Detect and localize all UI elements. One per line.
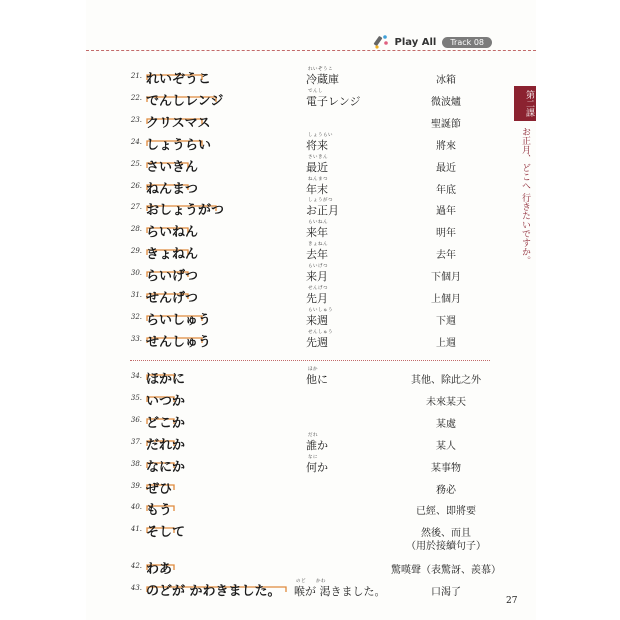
- vocab-row: [86, 366, 536, 388]
- row-number: 28.: [130, 225, 142, 234]
- kanji-word: 最近: [306, 160, 328, 174]
- kanji-word: 先月: [306, 292, 328, 305]
- vocab-row: [86, 578, 536, 600]
- furigana: しょうがつ: [308, 198, 333, 204]
- vocab-row: [86, 154, 536, 176]
- row-number: 21.: [130, 72, 142, 80]
- vocab-row: [86, 263, 536, 285]
- row-number: 26.: [130, 181, 142, 190]
- row-number: 27.: [130, 203, 142, 212]
- furigana: なに: [308, 454, 318, 460]
- kana-word: そして: [146, 525, 186, 541]
- kana-word: せんしゅう: [146, 334, 212, 350]
- row-number: 41.: [130, 525, 142, 534]
- furigana: でんし: [308, 88, 323, 94]
- kanji-word: お正月: [306, 204, 339, 218]
- row-number: 23.: [130, 115, 142, 124]
- vocab-row: [86, 432, 536, 454]
- translation: 驚嘆聲（表驚訝、羨慕）: [391, 565, 501, 577]
- kana-word: クリスマス: [146, 115, 211, 131]
- translation: 務必: [436, 484, 456, 496]
- translation: 上個月: [431, 294, 461, 305]
- translation: 其他、除此之外: [411, 375, 481, 386]
- furigana: だれ: [308, 432, 318, 438]
- furigana: きょねん: [308, 242, 328, 248]
- vocab-row: [86, 307, 536, 329]
- row-number: 43.: [130, 584, 142, 593]
- kana-word: ぜひ: [146, 481, 173, 497]
- row-number: 30.: [130, 269, 142, 278]
- row-number: 35.: [130, 393, 142, 402]
- translation: 未來某天: [426, 396, 466, 408]
- translation: 明年: [436, 228, 456, 240]
- row-number: 36.: [130, 415, 142, 424]
- translation: 微波爐: [431, 96, 461, 108]
- lesson-tab: 第二課: [514, 86, 536, 121]
- page: [86, 0, 536, 620]
- translation: 年底: [436, 184, 456, 196]
- furigana: らいねん: [308, 220, 328, 226]
- kana-word: なにか: [146, 459, 186, 475]
- translation: 下個月: [431, 272, 461, 284]
- audio-player-icon[interactable]: [373, 34, 389, 50]
- translation: 某事物: [431, 462, 461, 474]
- lesson-title: お正月、どこへ 行きたいですか。: [520, 127, 530, 265]
- translation: 口渴了: [431, 587, 461, 599]
- top-divider: [86, 50, 536, 51]
- row-number: 39.: [130, 481, 142, 490]
- translation: 聖誕節: [431, 118, 461, 130]
- track-badge: Track 08: [442, 37, 492, 48]
- vocab-row: [86, 241, 536, 263]
- furigana: ねんまつ: [308, 176, 328, 182]
- vocab-row: [86, 497, 536, 519]
- vocab-row: [86, 454, 536, 476]
- page-number: 27: [506, 596, 518, 606]
- kana-word: きょねん: [146, 247, 199, 263]
- vocab-row: [86, 476, 536, 498]
- kanji-word: 去年: [306, 248, 328, 262]
- vocab-row: [86, 410, 536, 432]
- vocab-row: [86, 176, 536, 198]
- section-divider: [130, 360, 490, 361]
- furigana: さいきん: [308, 154, 328, 160]
- row-number: 33.: [130, 334, 142, 343]
- translation: 某處: [436, 418, 456, 430]
- furigana: らいしゅう: [308, 307, 333, 313]
- kana-word: おしょうがつ: [146, 203, 225, 219]
- translation: 過年: [436, 206, 456, 218]
- kana-word: らいねん: [146, 225, 199, 241]
- row-number: 34.: [130, 372, 142, 380]
- row-number: 38.: [130, 459, 142, 468]
- row-number: 29.: [130, 247, 142, 256]
- kana-word: わあ: [146, 562, 173, 578]
- kana-word: れいぞうこ: [146, 72, 212, 87]
- kanji-word: 来週: [306, 313, 328, 327]
- side-tab: [514, 86, 536, 265]
- kanji-word: 誰か: [306, 438, 328, 452]
- kana-word: ほかに: [146, 372, 186, 387]
- vocab-row: [86, 519, 536, 553]
- row-number: 22.: [130, 93, 142, 102]
- vocab-row: [86, 110, 536, 132]
- vocab-row: [86, 66, 536, 88]
- row-number: 25.: [130, 159, 142, 168]
- audio-header[interactable]: [373, 34, 492, 50]
- kanji-word: 来年: [306, 226, 328, 240]
- kanji-word: 年末: [306, 182, 328, 196]
- translation: 最近: [436, 162, 456, 174]
- furigana: せんげつ: [308, 286, 328, 291]
- row-number: 32.: [130, 312, 142, 321]
- vocab-row: [86, 197, 536, 219]
- row-number: 40.: [130, 503, 142, 512]
- kana-word: もう: [146, 503, 173, 519]
- translation: 然後、而且: [421, 528, 471, 540]
- kana-word: らいげつ: [146, 269, 199, 285]
- furigana: しょうらい: [308, 132, 333, 138]
- furigana: せんしゅう: [308, 329, 333, 335]
- kanji-word: 将来: [306, 138, 328, 152]
- vocab-row: [86, 556, 536, 578]
- kana-word: でんしレンジ: [146, 93, 224, 109]
- furigana: のど かわ: [296, 579, 326, 585]
- kana-word: だれか: [146, 437, 186, 453]
- vocab-row: [86, 285, 536, 307]
- translation: 將來: [436, 140, 456, 152]
- vocab-row: [86, 219, 536, 241]
- kanji-word: 他に: [306, 373, 328, 386]
- furigana: れいぞうこ: [308, 67, 333, 72]
- translation: 某人: [436, 440, 456, 452]
- play-all-label[interactable]: Play All: [394, 36, 437, 48]
- kana-word: らいしゅう: [146, 312, 212, 328]
- row-number: 37.: [130, 437, 142, 446]
- furigana: ほか: [308, 367, 318, 372]
- kana-word: しょうらい: [146, 137, 212, 153]
- vocab-row: [86, 132, 536, 154]
- furigana: らいげつ: [308, 264, 328, 270]
- translation: 冰箱: [436, 75, 456, 86]
- kana-word: いつか: [146, 393, 186, 409]
- kanji-word: 何か: [306, 460, 328, 474]
- translation-note: （用於接續句子）: [406, 541, 486, 553]
- vocab-row: [86, 329, 536, 351]
- kana-word: どこか: [146, 415, 186, 431]
- translation: 已經、即將要: [416, 506, 476, 518]
- kanji-word: 来月: [306, 270, 328, 284]
- vocab-row: [86, 88, 536, 110]
- row-number: 24.: [130, 137, 142, 146]
- vocab-row: [86, 388, 536, 410]
- kanji-word: 喉が 渇きました。: [294, 585, 386, 599]
- kanji-word: 先週: [306, 335, 328, 349]
- translation: 去年: [436, 250, 456, 262]
- row-number: 31.: [130, 291, 142, 299]
- row-number: 42.: [130, 562, 142, 571]
- kanji-word: 冷蔵庫: [306, 73, 339, 86]
- kana-word: ねんまつ: [146, 181, 199, 197]
- kana-word: のどが かわきました。: [146, 584, 281, 600]
- kana-word: さいきん: [146, 159, 199, 175]
- translation: 上週: [436, 337, 456, 349]
- kana-word: せんげつ: [146, 291, 199, 306]
- translation: 下週: [436, 315, 456, 327]
- kanji-word: 電子レンジ: [306, 94, 361, 108]
